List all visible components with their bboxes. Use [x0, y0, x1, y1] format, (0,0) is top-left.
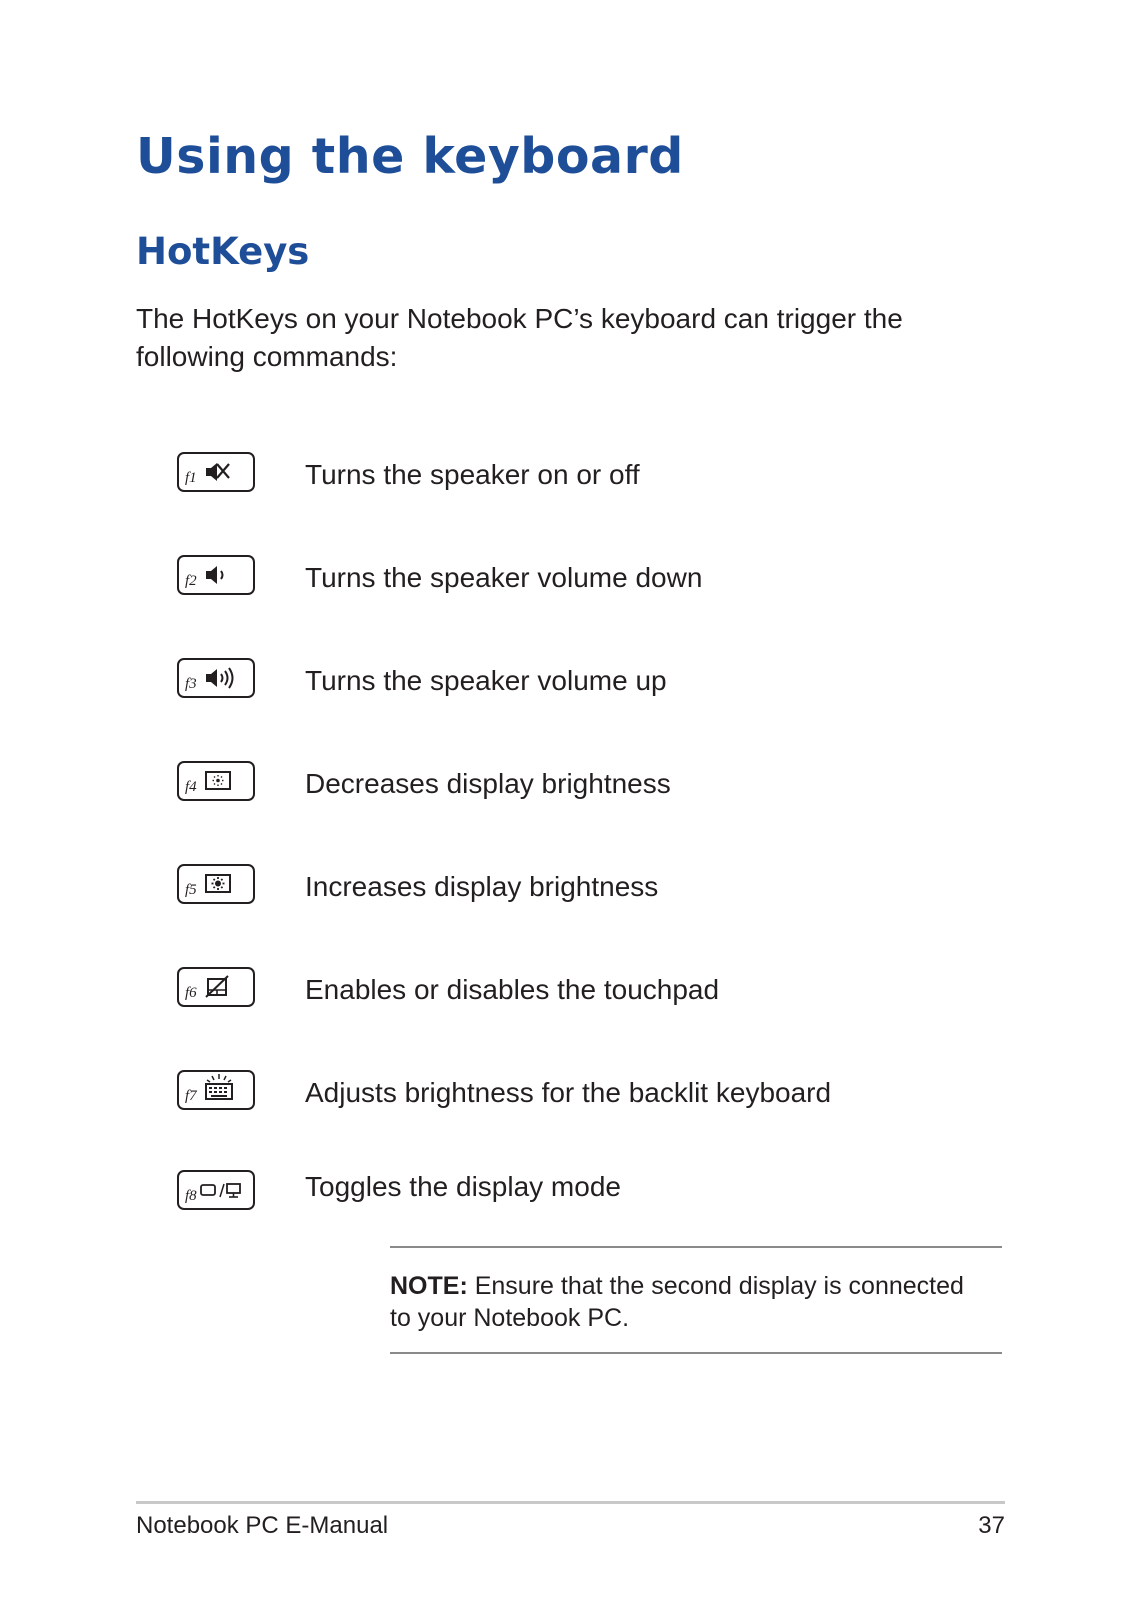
hotkey-description: Turns the speaker volume up	[305, 665, 667, 696]
f5-key	[177, 864, 255, 904]
f2-key	[177, 555, 255, 595]
key-label: f3	[185, 676, 197, 692]
f6-key	[177, 967, 255, 1007]
note-label: NOTE:	[390, 1272, 468, 1300]
note-top-rule	[390, 1246, 1002, 1248]
note	[390, 1270, 990, 1334]
key-label: f7	[185, 1088, 197, 1104]
brightness-down-icon	[203, 767, 233, 795]
footer-rule	[136, 1501, 1005, 1504]
f8-key	[177, 1170, 255, 1210]
speaker-mute-icon	[203, 458, 233, 486]
f7-key	[177, 1070, 255, 1110]
f3-key	[177, 658, 255, 698]
hotkey-description: Adjusts brightness for the backlit keyboard	[305, 1077, 832, 1108]
f4-key	[177, 761, 255, 801]
key-label: f2	[185, 573, 197, 589]
display-mode-icon	[199, 1176, 243, 1204]
intro-text: The HotKeys on your Notebook PC’s keyboard can trigger the following commands:	[136, 303, 903, 372]
hotkey-description: Enables or disables the touchpad	[305, 974, 720, 1005]
key-label: f6	[185, 985, 197, 1001]
hotkey-description: Turns the speaker volume down	[305, 562, 703, 593]
key-label: f5	[185, 882, 197, 898]
section-heading: HotKeys	[136, 230, 310, 273]
hotkey-description: Increases display brightness	[305, 871, 659, 902]
page-number: 37	[978, 1512, 1005, 1539]
hotkey-description: Turns the speaker on or off	[305, 459, 640, 490]
touchpad-toggle-icon	[203, 973, 233, 1001]
hotkey-description: Decreases display brightness	[305, 768, 671, 799]
keyboard-backlight-icon	[203, 1073, 235, 1103]
note-text: Ensure that the second display is connected to your Notebook PC.	[390, 1272, 964, 1332]
page-title: Using the keyboard	[136, 128, 684, 185]
key-label: f8	[185, 1188, 197, 1204]
f1-key	[177, 452, 255, 492]
key-label: f1	[185, 470, 197, 486]
key-label: f4	[185, 779, 197, 795]
footer-manual-title: Notebook PC E-Manual	[136, 1512, 389, 1539]
note-bottom-rule	[390, 1352, 1002, 1354]
brightness-up-icon	[203, 870, 233, 898]
hotkey-description: Toggles the display mode	[305, 1171, 621, 1202]
volume-down-icon	[203, 561, 233, 589]
volume-up-icon	[203, 664, 237, 692]
